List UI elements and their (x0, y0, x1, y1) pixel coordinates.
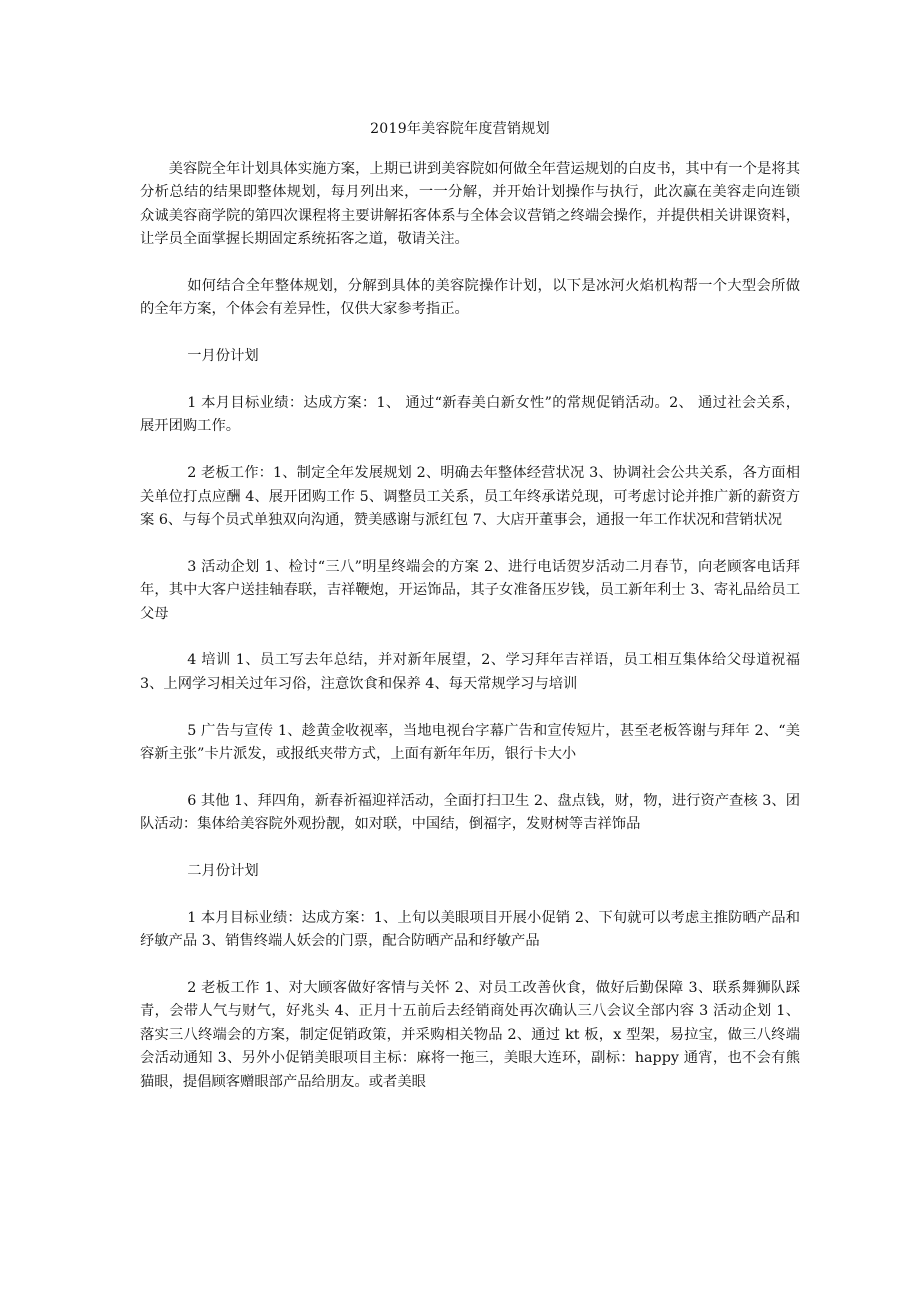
document-body (140, 158, 800, 1094)
document-title: 2019年美容院年度营销规划 (370, 121, 550, 137)
january-item-activity-planning: 3 活动企划 1、检讨“三八”明星终端会的方案 2、进行电话贺岁活动二月春节，向老顾客电话拜年，其中大客户送挂轴春联，吉祥鞭炮，开运饰品，其子女准备压岁钱，员工新年利士 3、寄礼品给员工父母 (140, 558, 800, 622)
section-heading-february: 二月份计划 (187, 863, 259, 880)
january-item-advertising: 5 广告与宣传 1、趁黄金收视率，当地电视台字幕广告和宣传短片，甚至老板答谢与拜年 2、“美容新主张”卡片派发，或报纸夹带方式，上面有新年年历，银行卡大小 (140, 722, 800, 763)
paragraph-intro: 美容院全年计划具体实施方案，上期已讲到美容院如何做全年营运规划的白皮书，其中有一个是将其分析总结的结果即整体规划，每月列出来，一一分解，并开始计划操作与执行，此次赢在美容走向连锁 众诚美容商学院的第四次课程将主要讲解拓客体系与全体会议营销之终端会操作，并提供相关讲课资料，让学员全面掌握长期固定系统拓客之道，敬请关注。 (140, 161, 800, 248)
section-heading-january: 一月份计划 (187, 348, 259, 365)
january-item-training: 4 培训 1、员工写去年总结，并对新年展望，2、学习拜年吉祥语，员工相互集体给父母道祝福 3、上网学习相关过年习俗，注意饮食和保养 4、每天常规学习与培训 (140, 652, 800, 692)
february-item-target: 1 本月目标业绩：达成方案：1、上旬以美眼项目开展小促销 2、下旬就可以考虑主推防晒产品和纾敏产品 3、销售终端人妖会的门票，配合防晒产品和纾敏产品 (140, 909, 800, 950)
february-item-boss-work: 2 老板工作 1、对大顾客做好客情与关怀 2、对员工改善伙食，做好后勤保障 3、联系舞狮队踩青，会带人气与财气，好兆头 4、正月十五前后去经销商处再次确认三八会议全部内容 3 活动企划 1、落实三八终端会的方案，制定促销政策，并采购相关物品 2、通过 kt 板，x 型架，易拉宝，做三八终端会活动通知 3、另外小促销美眼项目主标：麻将一拖三，美眼大连环，副标：happy 通宵，也不会有熊猫眼，提倡顾客赠眼部产品给朋友。或者美眼 (140, 980, 800, 1090)
january-item-boss-work: 2 老板工作：1、制定全年发展规划 2、明确去年整体经营状况 3、协调社会公共关系，各方面相关单位打点应酬 4、展开团购工作 5、调整员工关系，员工年终承诺兑现，可考虑讨论并推广新的薪资方案 6、与每个员式单独双向沟通，赞美感谢与派红包 7、大店开董事会，通报一年工作状况和营销状况 (140, 465, 800, 529)
january-item-other: 6 其他 1、拜四角，新春祈福迎祥活动，全面打扫卫生 2、盘点钱，财，物，进行资产查核 3、团队活动：集体给美容院外观扮靓，如对联，中国结，倒福字，发财树等吉祥饰品 (140, 792, 800, 833)
paragraph-overview: 如何结合全年整体规划，分解到具体的美容院操作计划，以下是冰河火焰机构帮一个大型会所做的全年方案，个体会有差异性，仅供大家参考指正。 (140, 278, 800, 318)
january-item-target: 1 本月目标业绩：达成方案：1、 通过“新春美白新女性”的常规促销活动。2、 通过社会关系，展开团购工作。 (140, 395, 800, 435)
